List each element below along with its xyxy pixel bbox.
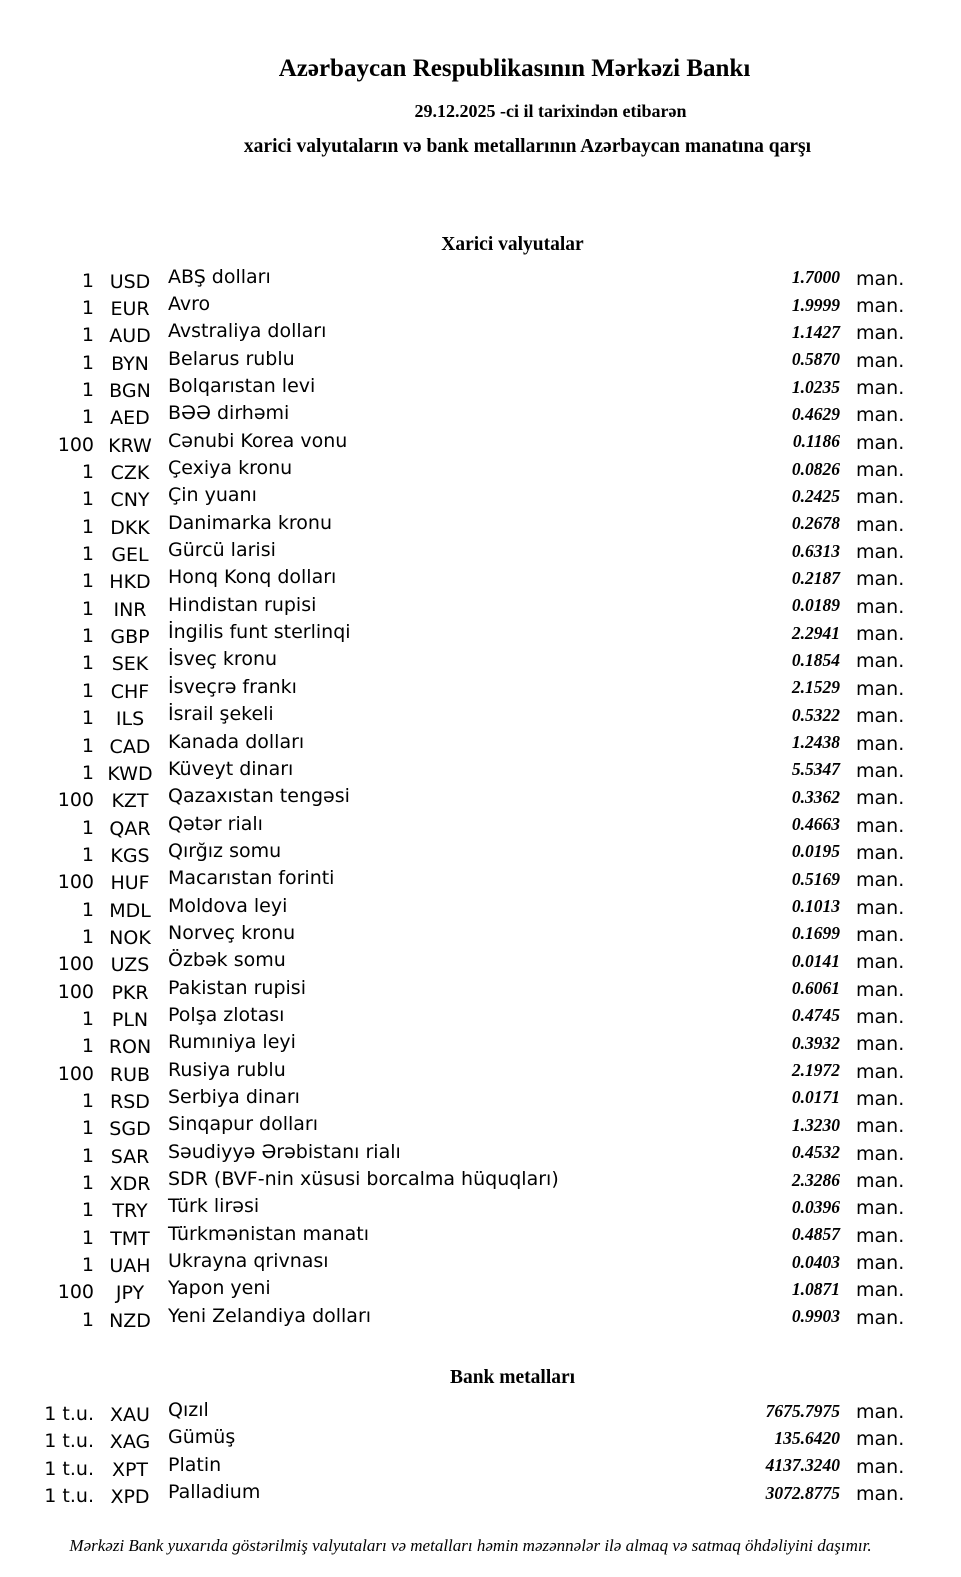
currency-name: İsveçrə frankı bbox=[168, 675, 297, 698]
currency-name: Macarıstan forinti bbox=[168, 867, 335, 890]
section-heading-metals: Bank metalları bbox=[449, 1367, 576, 1389]
currency-unit-label: man. bbox=[856, 349, 905, 372]
table-row bbox=[0, 976, 961, 1003]
table-row bbox=[0, 1058, 961, 1085]
currency-name: Çexiya kronu bbox=[168, 457, 293, 480]
currency-name: Danimarka kronu bbox=[168, 511, 333, 534]
table-row bbox=[0, 484, 961, 511]
currency-unit-label: man. bbox=[856, 1483, 905, 1506]
row-quantity: 100 bbox=[57, 953, 94, 976]
currency-name: Serbiya dinarı bbox=[168, 1085, 300, 1108]
table-row bbox=[0, 1195, 961, 1222]
table-row bbox=[0, 1031, 961, 1058]
row-quantity: 1 bbox=[81, 1117, 94, 1140]
currency-unit-label: man. bbox=[856, 732, 905, 755]
exchange-rate-value: 1.9999 bbox=[791, 294, 840, 315]
currency-unit-label: man. bbox=[856, 1142, 905, 1165]
currency-name: Qətər rialı bbox=[168, 812, 263, 835]
exchange-rate-value: 0.3932 bbox=[791, 1032, 840, 1053]
exchange-rate-value: 0.4745 bbox=[791, 1005, 840, 1026]
row-quantity: 1 bbox=[81, 707, 94, 730]
currency-name: Özbək somu bbox=[168, 949, 286, 972]
table-row bbox=[0, 921, 961, 948]
disclaimer-text: Mərkəzi Bank yuxarıda göstərilmiş valyutaları və metalları həmin məzənnələr ilə almaq və satmaq öhdəliyini daşımır. bbox=[69, 1535, 872, 1555]
currency-code: INR bbox=[113, 598, 147, 621]
currency-name: ABŞ dolları bbox=[168, 265, 271, 288]
currency-name: Küveyt dinarı bbox=[168, 757, 294, 780]
currency-code: NZD bbox=[109, 1309, 151, 1332]
currency-name: Ukrayna qrivnası bbox=[168, 1250, 329, 1273]
exchange-rate-value: 2.2941 bbox=[791, 622, 840, 643]
metals-table bbox=[0, 1398, 961, 1507]
currency-code: PLN bbox=[111, 1008, 149, 1031]
currency-code: XPD bbox=[110, 1486, 150, 1509]
currency-name: Türk lirəsi bbox=[168, 1195, 260, 1218]
currency-unit-label: man. bbox=[856, 1455, 905, 1478]
currency-name: İsrail şekeli bbox=[168, 703, 274, 726]
currency-unit-label: man. bbox=[856, 322, 905, 345]
row-quantity: 1 bbox=[81, 1226, 94, 1249]
currency-code: RSD bbox=[110, 1090, 150, 1113]
row-quantity: 1 bbox=[81, 1172, 94, 1195]
row-quantity: 1 bbox=[81, 843, 94, 866]
currency-unit-label: man. bbox=[856, 595, 905, 618]
exchange-rate-value: 3072.8775 bbox=[765, 1482, 840, 1503]
currency-table bbox=[0, 265, 961, 1331]
row-quantity: 100 bbox=[57, 980, 94, 1003]
currency-code: KRW bbox=[108, 434, 152, 457]
row-quantity: 1 t.u. bbox=[44, 1430, 94, 1453]
table-row bbox=[0, 1113, 961, 1140]
exchange-rate-value: 2.1529 bbox=[791, 677, 840, 698]
currency-name: Gümüş bbox=[168, 1426, 236, 1449]
table-row bbox=[0, 511, 961, 538]
row-quantity: 100 bbox=[57, 1281, 94, 1304]
currency-code: JPY bbox=[115, 1282, 145, 1305]
exchange-rate-value: 1.3230 bbox=[791, 1114, 840, 1135]
currency-code: KWD bbox=[107, 762, 153, 785]
currency-unit-label: man. bbox=[856, 814, 905, 837]
row-quantity: 1 bbox=[81, 269, 94, 292]
row-quantity: 1 bbox=[81, 488, 94, 511]
row-quantity: 1 bbox=[81, 898, 94, 921]
currency-name: Yapon yeni bbox=[168, 1277, 271, 1300]
table-row bbox=[0, 1480, 961, 1507]
currency-name: Bolqarıstan levi bbox=[168, 375, 316, 398]
table-row bbox=[0, 1277, 961, 1304]
currency-name: Norveç kronu bbox=[168, 921, 296, 944]
exchange-rate-value: 0.5322 bbox=[791, 704, 840, 725]
exchange-rate-value: 1.1427 bbox=[791, 321, 840, 342]
currency-name: Hindistan rupisi bbox=[168, 593, 317, 616]
currency-name: Qızıl bbox=[168, 1399, 209, 1422]
table-row bbox=[0, 757, 961, 784]
currency-code: TMT bbox=[110, 1227, 150, 1250]
currency-unit-label: man. bbox=[856, 1401, 905, 1424]
currency-name: Avro bbox=[168, 293, 211, 316]
currency-name: Qazaxıstan tengəsi bbox=[168, 785, 350, 808]
currency-unit-label: man. bbox=[856, 431, 905, 454]
row-quantity: 1 bbox=[81, 324, 94, 347]
table-row bbox=[0, 839, 961, 866]
exchange-rate-value: 0.4857 bbox=[791, 1224, 840, 1245]
currency-unit-label: man. bbox=[856, 568, 905, 591]
row-quantity: 100 bbox=[57, 433, 94, 456]
table-row bbox=[0, 1003, 961, 1030]
currency-name: İngilis funt sterlinqi bbox=[168, 621, 351, 644]
row-quantity: 100 bbox=[57, 1062, 94, 1085]
currency-unit-label: man. bbox=[856, 1224, 905, 1247]
effective-date: 29.12.2025 -ci il tarixindən etibarən bbox=[414, 101, 687, 121]
currency-name: Belarus rublu bbox=[168, 347, 295, 370]
row-quantity: 1 bbox=[81, 379, 94, 402]
currency-name: Cənubi Korea vonu bbox=[168, 429, 348, 452]
currency-code: AUD bbox=[109, 325, 151, 348]
currency-unit-label: man. bbox=[856, 759, 905, 782]
currency-name: Sinqapur dolları bbox=[168, 1113, 319, 1136]
table-row bbox=[0, 1398, 961, 1425]
table-row bbox=[0, 265, 961, 292]
currency-code: GBP bbox=[110, 626, 150, 649]
currency-unit-label: man. bbox=[856, 869, 905, 892]
currency-name: SDR (BVF-nin xüsusi borcalma hüquqları) bbox=[168, 1168, 559, 1191]
exchange-rate-value: 0.4629 bbox=[791, 403, 840, 424]
table-row bbox=[0, 1453, 961, 1480]
currency-code: HKD bbox=[109, 571, 151, 594]
currency-name: Kanada dolları bbox=[168, 730, 305, 753]
table-row bbox=[0, 894, 961, 921]
currency-code: EUR bbox=[110, 298, 150, 321]
exchange-rate-value: 0.1854 bbox=[791, 649, 840, 670]
currency-code: SAR bbox=[110, 1145, 150, 1168]
currency-unit-label: man. bbox=[856, 404, 905, 427]
currency-unit-label: man. bbox=[856, 677, 905, 700]
currency-unit-label: man. bbox=[856, 1170, 905, 1193]
exchange-rate-value: 0.0195 bbox=[791, 841, 840, 862]
currency-code: MDL bbox=[109, 899, 151, 922]
exchange-rate-value: 0.0141 bbox=[791, 950, 840, 971]
currency-name: Səudiyyə Ərəbistanı rialı bbox=[168, 1140, 401, 1163]
table-row bbox=[0, 320, 961, 347]
exchange-rate-value: 0.6313 bbox=[791, 540, 840, 561]
currency-code: KGS bbox=[110, 844, 150, 867]
table-row bbox=[0, 402, 961, 429]
currency-unit-label: man. bbox=[856, 896, 905, 919]
currency-code: PKR bbox=[111, 981, 149, 1004]
currency-code: RON bbox=[108, 1036, 152, 1059]
currency-code: XPT bbox=[111, 1458, 149, 1481]
row-quantity: 1 bbox=[81, 1254, 94, 1277]
row-quantity: 1 t.u. bbox=[44, 1403, 94, 1426]
exchange-rate-value: 7675.7975 bbox=[765, 1400, 840, 1421]
row-quantity: 1 bbox=[81, 461, 94, 484]
currency-name: Çin yuanı bbox=[168, 484, 257, 507]
table-row bbox=[0, 949, 961, 976]
currency-code: NOK bbox=[109, 926, 151, 949]
currency-code: RUB bbox=[109, 1063, 151, 1086]
currency-unit-label: man. bbox=[856, 1279, 905, 1302]
currency-code: XDR bbox=[109, 1173, 151, 1196]
table-row bbox=[0, 648, 961, 675]
currency-name: Qırğız somu bbox=[168, 839, 282, 862]
exchange-rate-value: 0.0189 bbox=[791, 595, 840, 616]
row-quantity: 1 bbox=[81, 406, 94, 429]
table-row bbox=[0, 812, 961, 839]
currency-unit-label: man. bbox=[856, 623, 905, 646]
table-row bbox=[0, 374, 961, 401]
row-quantity: 1 bbox=[81, 734, 94, 757]
currency-code: SGD bbox=[109, 1118, 151, 1141]
currency-unit-label: man. bbox=[856, 486, 905, 509]
exchange-rate-value: 0.5870 bbox=[791, 349, 840, 370]
table-row bbox=[0, 1249, 961, 1276]
currency-name: Pakistan rupisi bbox=[168, 976, 306, 999]
currency-name: Moldova leyi bbox=[168, 894, 288, 917]
exchange-rate-value: 1.0235 bbox=[791, 376, 840, 397]
table-row bbox=[0, 1140, 961, 1167]
currency-code: SEK bbox=[111, 653, 149, 676]
currency-unit-label: man. bbox=[856, 1115, 905, 1138]
exchange-rate-value: 0.0826 bbox=[791, 458, 840, 479]
exchange-rate-value: 0.1013 bbox=[791, 896, 840, 917]
exchange-rate-value: 2.1972 bbox=[791, 1060, 840, 1081]
section-heading-currencies: Xarici valyutalar bbox=[441, 234, 584, 255]
table-row bbox=[0, 593, 961, 620]
currency-name: Polşa zlotası bbox=[168, 1003, 285, 1026]
currency-code: QAR bbox=[109, 817, 151, 840]
currency-code: TRY bbox=[112, 1200, 148, 1223]
exchange-rate-value: 0.2187 bbox=[791, 567, 840, 588]
currency-unit-label: man. bbox=[856, 787, 905, 810]
exchange-rate-value: 1.7000 bbox=[791, 267, 840, 288]
exchange-rate-value: 1.0871 bbox=[791, 1278, 840, 1299]
currency-unit-label: man. bbox=[856, 1033, 905, 1056]
row-quantity: 1 bbox=[81, 351, 94, 374]
currency-unit-label: man. bbox=[856, 541, 905, 564]
table-row bbox=[0, 538, 961, 565]
table-row bbox=[0, 292, 961, 319]
exchange-rate-value: 2.3286 bbox=[791, 1169, 840, 1190]
exchange-rate-value: 0.0396 bbox=[791, 1196, 840, 1217]
currency-unit-label: man. bbox=[856, 1087, 905, 1110]
row-quantity: 1 bbox=[81, 515, 94, 538]
currency-code: UZS bbox=[110, 954, 150, 977]
currency-name: Yeni Zelandiya dolları bbox=[168, 1304, 372, 1327]
section-bank-metals bbox=[0, 1365, 961, 1507]
row-quantity: 1 bbox=[81, 543, 94, 566]
table-row bbox=[0, 347, 961, 374]
table-row bbox=[0, 675, 961, 702]
exchange-rate-value: 0.4532 bbox=[791, 1142, 840, 1163]
currency-code: BGN bbox=[109, 380, 151, 403]
row-quantity: 1 bbox=[81, 1144, 94, 1167]
table-row bbox=[0, 785, 961, 812]
table-row bbox=[0, 1085, 961, 1112]
currency-name: Gürcü larisi bbox=[168, 539, 276, 562]
currency-name: Rusiya rublu bbox=[168, 1058, 286, 1081]
exchange-rate-value: 0.3362 bbox=[791, 786, 840, 807]
currency-unit-label: man. bbox=[856, 841, 905, 864]
currency-unit-label: man. bbox=[856, 1060, 905, 1083]
currency-unit-label: man. bbox=[856, 1005, 905, 1028]
currency-code: DKK bbox=[110, 516, 150, 539]
currency-unit-label: man. bbox=[856, 267, 905, 290]
exchange-rate-value: 5.5347 bbox=[791, 759, 840, 780]
exchange-rate-value: 0.6061 bbox=[791, 978, 840, 999]
table-row bbox=[0, 703, 961, 730]
row-quantity: 1 bbox=[81, 925, 94, 948]
table-row bbox=[0, 1222, 961, 1249]
currency-unit-label: man. bbox=[856, 1197, 905, 1220]
row-quantity: 1 bbox=[81, 297, 94, 320]
row-quantity: 1 bbox=[81, 1007, 94, 1030]
currency-code: XAG bbox=[109, 1431, 151, 1454]
exchange-rate-value: 0.2425 bbox=[791, 485, 840, 506]
currency-name: Türkmənistan manatı bbox=[168, 1222, 370, 1245]
exchange-rate-value: 0.1186 bbox=[792, 431, 840, 452]
row-quantity: 1 bbox=[81, 1035, 94, 1058]
currency-name: Platin bbox=[168, 1453, 222, 1476]
row-quantity: 1 bbox=[81, 652, 94, 675]
currency-code: GEL bbox=[111, 544, 149, 567]
currency-code: CHF bbox=[110, 680, 150, 703]
currency-name: Avstraliya dolları bbox=[168, 320, 327, 343]
row-quantity: 1 bbox=[81, 1308, 94, 1331]
currency-name: İsveç kronu bbox=[168, 648, 278, 671]
currency-unit-label: man. bbox=[856, 295, 905, 318]
row-quantity: 1 bbox=[81, 761, 94, 784]
row-quantity: 1 bbox=[81, 816, 94, 839]
table-row bbox=[0, 1426, 961, 1453]
row-quantity: 1 bbox=[81, 679, 94, 702]
currency-unit-label: man. bbox=[856, 650, 905, 673]
currency-unit-label: man. bbox=[856, 1252, 905, 1275]
exchange-rate-value: 0.9903 bbox=[791, 1306, 840, 1327]
currency-code: XAU bbox=[110, 1404, 150, 1427]
currency-unit-label: man. bbox=[856, 978, 905, 1001]
currency-code: ILS bbox=[115, 708, 145, 731]
exchange-rate-value: 0.2678 bbox=[791, 513, 840, 534]
exchange-rate-value: 4137.3240 bbox=[765, 1455, 840, 1476]
currency-name: Honq Konq dolları bbox=[168, 566, 337, 589]
row-quantity: 1 bbox=[81, 625, 94, 648]
page-title: Azərbaycan Respublikasının Mərkəzi Bankı bbox=[278, 55, 751, 82]
row-quantity: 1 t.u. bbox=[44, 1485, 94, 1508]
row-quantity: 100 bbox=[57, 871, 94, 894]
table-row bbox=[0, 1304, 961, 1331]
currency-unit-label: man. bbox=[856, 459, 905, 482]
row-quantity: 1 bbox=[81, 1199, 94, 1222]
currency-code: UAH bbox=[109, 1255, 151, 1278]
table-row bbox=[0, 456, 961, 483]
currency-code: CZK bbox=[110, 462, 150, 485]
currency-unit-label: man. bbox=[856, 1306, 905, 1329]
section-foreign-currencies bbox=[0, 232, 961, 1331]
currency-unit-label: man. bbox=[856, 923, 905, 946]
row-quantity: 1 t.u. bbox=[44, 1457, 94, 1480]
currency-code: HUF bbox=[110, 872, 150, 895]
currency-name: Rumıniya leyi bbox=[168, 1031, 296, 1054]
table-row bbox=[0, 867, 961, 894]
currency-unit-label: man. bbox=[856, 513, 905, 536]
currency-name: Palladium bbox=[168, 1481, 261, 1504]
page-subtitle: xarici valyutaların və bank metallarının Azərbaycan manatına qarşı bbox=[243, 136, 812, 157]
row-quantity: 1 bbox=[81, 1089, 94, 1112]
table-row bbox=[0, 1167, 961, 1194]
currency-code: CAD bbox=[109, 735, 151, 758]
currency-unit-label: man. bbox=[856, 705, 905, 728]
table-row bbox=[0, 429, 961, 456]
currency-unit-label: man. bbox=[856, 377, 905, 400]
exchange-rate-value: 0.1699 bbox=[791, 923, 840, 944]
currency-code: USD bbox=[109, 270, 151, 293]
currency-unit-label: man. bbox=[856, 1428, 905, 1451]
exchange-rate-value: 0.4663 bbox=[791, 814, 840, 835]
exchange-rate-value: 0.0171 bbox=[791, 1087, 840, 1108]
exchange-rate-value: 135.6420 bbox=[774, 1427, 840, 1448]
row-quantity: 1 bbox=[81, 570, 94, 593]
row-quantity: 1 bbox=[81, 597, 94, 620]
exchange-rate-value: 0.5169 bbox=[791, 868, 840, 889]
exchange-rate-value: 1.2438 bbox=[791, 732, 840, 753]
currency-code: KZT bbox=[111, 790, 149, 813]
table-row bbox=[0, 730, 961, 757]
row-quantity: 100 bbox=[57, 789, 94, 812]
currency-unit-label: man. bbox=[856, 951, 905, 974]
currency-code: CNY bbox=[110, 489, 150, 512]
currency-code: AED bbox=[110, 407, 150, 430]
currency-name: BƏƏ dirhəmi bbox=[168, 402, 290, 425]
exchange-rate-value: 0.0403 bbox=[791, 1251, 840, 1272]
table-row bbox=[0, 566, 961, 593]
table-row bbox=[0, 620, 961, 647]
currency-code: BYN bbox=[111, 352, 149, 375]
